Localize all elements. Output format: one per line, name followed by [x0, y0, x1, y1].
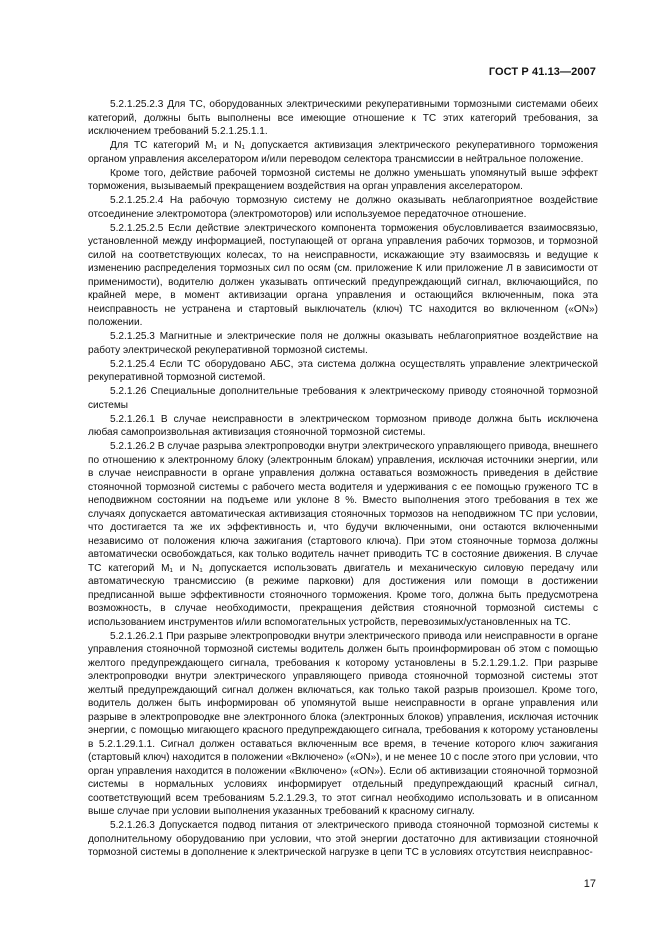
paragraph: 5.2.1.26.2 В случае разрыва электропроводки внутри электрического управляющего привода, внешнего по отношению к электронному блоку (электронным блокам) управления, исключая источники энергии, или в случае неисправности в органе управления должна оставаться возможность приведения в действие стояночной тормозной системы с рабочего места водителя и удерживания с ее помощью груженого ТС в неподвижном состоянии на подъеме или уклоне 8 %. Вместо выполнения этого требования в тех же случаях допускается автоматическая активизация стояночных тормозов на неподвижном ТС при условии, что достигается та же их эффективность и, что будучи включенными, они остаются включенными независимо от положения ключа зажигания (стартового ключа). При этом стояночные тормоза должны автоматически освобождаться, как только водитель начнет приводить ТС в состояние движения. В случае ТС категорий M₁ и N₁ допускается использовать двигатель и механическую силовую передачу или автоматическую трансмиссию (в режиме парковки) для достижения или помощи в достижении предписанной выше эффективности стояночного торможения. Кроме того, должна быть предусмотрена возможность, в случае необходимости, прекращения действия стояночной тормозной системы с использованием инструментов и/или вспомогательных устройств, перевозимых/установленных на ТС. — [88, 441, 598, 628]
document-body — [88, 98, 598, 860]
paragraph: 5.2.1.25.3 Магнитные и электрические поля не должны оказывать неблагоприятное воздействие на работу электрической рекуперативной тормозной системы. — [88, 331, 598, 356]
paragraph: 5.2.1.26.2.1 При разрыве электропроводки внутри электрического привода или неисправности в органе управления стояночной тормозной системы водитель должен быть проинформирован об этом с помощью желтого предупреждающего сигнала, требования к которому установлены в 5.2.1.29.1.2. При разрыве электропроводки внутри электрического управляющего привода стояночной тормозной системы этот желтый предупреждающий сигнал должен включаться, как только такой разрыв произошел. Кроме того, водитель должен быть информирован об упомянутой выше неисправности в органе управления или разрыве в электропроводке вне электронного блока (электронных блоков) управления, исключая источник энергии, с помощью мигающего красного предупреждающего сигнала, требования к которому установлены в 5.2.1.29.1.1. Сигнал должен оставаться включенным все время, в течение которого ключ зажигания (стартовый ключ) находится в положении «Включено» («ON»), и не менее 10 с после этого при условии, что орган управления находится в положении «Включено» («ON»). Если об активизации стояночной тормозной системы в нормальных условиях информирует отдельный предупреждающий красный сигнал, соответствующий всем требованиям 5.2.1.29.3, то этот сигнал необходимо использовать и в описанном выше случае при условии выполнения указанных требований к красному сигналу. — [88, 630, 598, 817]
paragraph: Для ТС категорий M₁ и N₁ допускается активизация электрического рекуперативного торможения органом управления акселератором и/или переводом селектора трансмиссии в нейтральное положение. — [88, 140, 598, 165]
paragraph: 5.2.1.25.2.3 Для ТС, оборудованных электрическими рекуперативными тормозными системами обеих категорий, должны быть выполнены все имеющие отношение к ТС этих категорий требования, за исключением требований 5.2.1.25.1.1. — [88, 99, 598, 137]
paragraph: 5.2.1.26.1 В случае неисправности в электрическом тормозном приводе должна быть исключена любая самопроизвольная активизация стояночной тормозной системы. — [88, 413, 598, 438]
paragraph: Кроме того, действие рабочей тормозной системы не должно уменьшать упомянутый выше эффект торможения, вызываемый прекращением воздействия на орган управления акселератором. — [88, 167, 598, 192]
paragraph: 5.2.1.26.3 Допускается подвод питания от электрического привода стояночной тормозной системы к дополнительному оборудованию при условии, что этой энергии достаточно для активизации стояночной тормозной системы в дополнение к электрической нагрузке в цепи ТС в условиях отсутствия неисправнос- — [88, 820, 598, 858]
paragraph: 5.2.1.25.4 Если ТС оборудовано АБС, эта система должна осуществлять управление электрической рекуперативной тормозной системой. — [88, 358, 598, 383]
paragraph: 5.2.1.25.2.5 Если действие электрического компонента торможения обусловливается взаимосвязью, установленной между информацией, поступающей от органа управления рабочих тормозов, и тормозной силой на соответствующих колесах, то на неисправности, искажающие эту взаимосвязь и ведущие к изменению распределения тормозных сил по осям (см. приложение К или приложение Л в зависимости от применимости), водителю должен указывать оптический предупреждающий сигнал, включающийся, по крайней мере, в момент активизации органа управления и остающийся включенным, пока эта неисправность не устранена и стартовый выключатель (ключ) ТС находится во включенном («ON») положении. — [88, 222, 598, 328]
paragraph: 5.2.1.26 Специальные дополнительные требования к электрическому приводу стояночной тормозной системы — [88, 386, 598, 411]
paragraph: 5.2.1.25.2.4 На рабочую тормозную систему не должно оказывать неблагоприятное воздействие отсоединение электромотора (электромоторов) или используемое передаточное отношение. — [88, 195, 598, 220]
page-number: 17 — [583, 878, 596, 890]
document-code: ГОСТ Р 41.13—2007 — [488, 66, 596, 78]
